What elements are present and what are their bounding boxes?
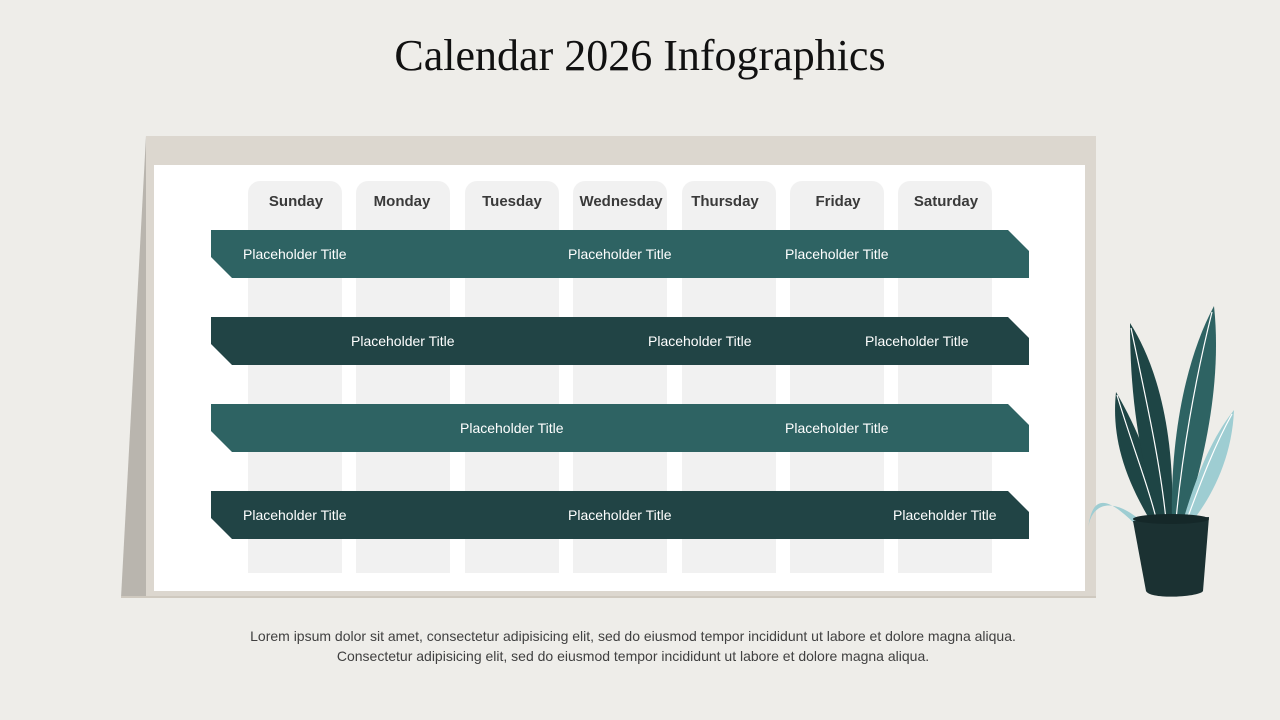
event-title: Placeholder Title [243,246,347,262]
day-label-saturday: Saturday [913,193,979,210]
event-title: Placeholder Title [243,507,347,523]
event-title: Placeholder Title [893,507,997,523]
day-label-friday: Friday [815,193,861,210]
event-title: Placeholder Title [648,333,752,349]
event-title: Placeholder Title [568,246,672,262]
event-title: Placeholder Title [460,420,564,436]
event-title: Placeholder Title [785,246,889,262]
day-label-wednesday: Wednesday [579,193,663,210]
event-title: Placeholder Title [568,507,672,523]
day-label-tuesday: Tuesday [482,193,542,210]
day-label-sunday: Sunday [268,193,324,210]
event-title: Placeholder Title [351,333,455,349]
event-title: Placeholder Title [785,420,889,436]
event-ribbon-3 [211,404,1029,452]
event-title: Placeholder Title [865,333,969,349]
footer-line-1: Lorem ipsum dolor sit amet, consectetur adipisicing elit, sed do eiusmod tempor incididunt ut labore et dolore magna aliqua. [250,628,1016,644]
footer-description [0,626,1266,666]
page-title: Calendar 2026 Infographics [394,31,886,80]
footer-line-2: Consectetur adipisicing elit, sed do eiusmod tempor incididunt ut labore et dolore magna aliqua. [336,648,930,664]
plant-illustration [1080,300,1250,605]
day-label-monday: Monday [373,193,431,210]
day-label-thursday: Thursday [691,193,759,210]
